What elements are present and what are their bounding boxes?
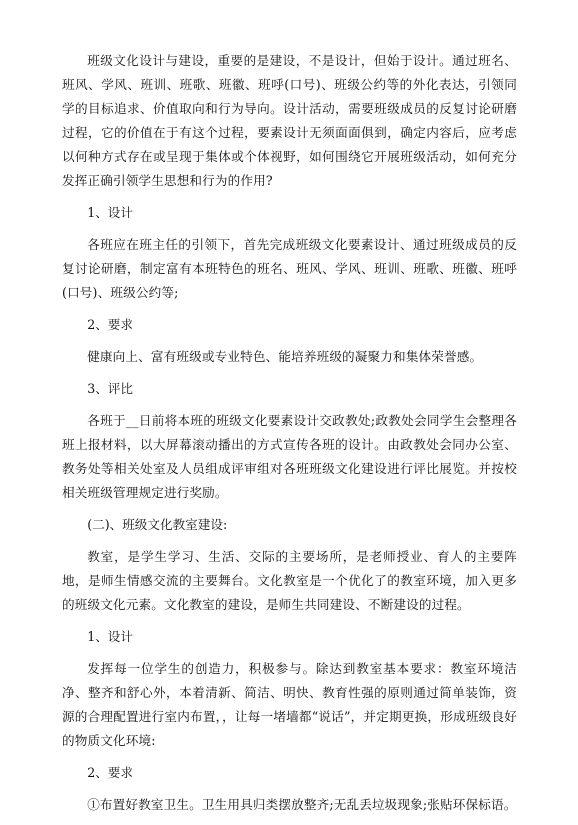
heading-classroom-design: 1、设计	[87, 629, 133, 644]
paragraph-classroom: 教室，是学生学习、生活、交际的主要场所，是老师授业、育人的主要阵地，是师生情感交流的主要舞台。文化教室是一个优化了的教室环境，加入更多的班级文化元素。文化教室的建设，是师生共同建设、不断建设的过程。	[62, 549, 517, 612]
heading-evaluation: 3、评比	[87, 381, 133, 396]
heading-design: 1、设计	[87, 205, 133, 220]
heading-requirements: 2、要求	[87, 317, 133, 332]
paragraph-design: 各班应在班主任的引领下，首先完成班级文化要素设计、通过班级成员的反复讨论研磨，制定富有本班特色的班名、班风、学风、班训、班歌、班徽、班呼(口号)、班级公约等;	[62, 237, 517, 300]
document-page	[62, 49, 517, 825]
paragraph-classroom-design: 发挥每一位学生的创造力，积极参与。除达到教室基本要求：教室环境洁净、整齐和舒心外，本着清新、简洁、明快、教育性强的原则通过简单装饰，资源的合理配置进行室内布置，，让每一堵墙都“说话”，并定期更换，形成班级良好的物质文化环境:	[62, 661, 517, 748]
paragraph-evaluation: 各班于__日前将本班的班级文化要素设计交政教处;政教处会同学生会整理各班上报材料，以大屏幕滚动播出的方式宣传各班的设计。由政教处会同办公室、教务处等相关处室及人员组成评审组对各班班级文化建设进行评比展览。并按校相关班级管理规定进行奖励。	[62, 413, 517, 500]
paragraph-classroom-requirements: ①布置好教室卫生。卫生用具归类摆放整齐;无乱丢垃圾现象;张贴环保标语。	[87, 797, 517, 812]
heading-classroom-requirements: 2、要求	[87, 765, 133, 780]
paragraph-intro: 班级文化设计与建设，重要的是建设，不是设计，但始于设计。通过班名、班风、学风、班训、班歌、班徽、班呼(口号)、班级公约等的外化表达，引领同学的目标追求、价值取向和行为导向。设计活动，需要班级成员的反复讨论研磨过程，它的价值在于有这个过程，要素设计无须面面俱到，确定内容后，应考虑以何种方式存在或呈现于集体或个体视野，如何围绕它开展班级活动，如何充分发挥正确引领学生思想和行为的作用?	[62, 53, 517, 188]
heading-classroom-construction: (二)、班级文化教室建设:	[87, 517, 228, 532]
paragraph-requirements: 健康向上、富有班级或专业特色、能培养班级的凝聚力和集体荣誉感。	[87, 349, 483, 364]
